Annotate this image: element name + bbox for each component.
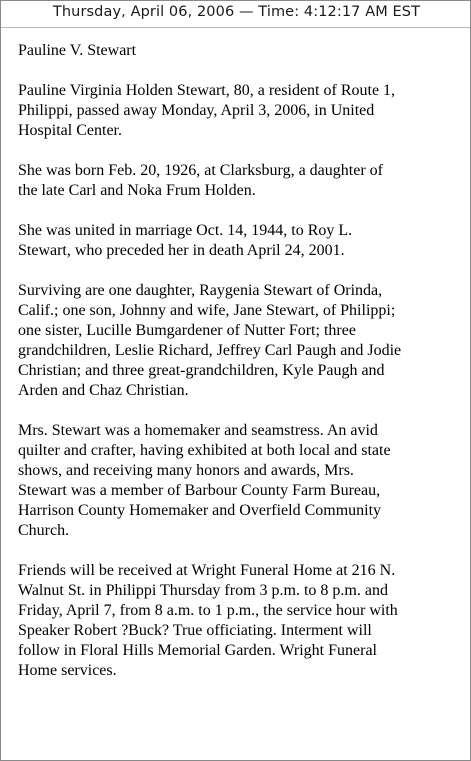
header-divider	[1, 27, 470, 28]
timestamp-header: Thursday, April 06, 2006 — Time: 4:12:17 AM EST	[52, 4, 421, 20]
paragraph-biography: Mrs. Stewart was a homemaker and seamstress. An avid quilter and crafter, having exhibited at both local and state shows, and receiving many honors and awards, Mrs. Stewart was a member of Barbour County Farm Bureau, Harrison County Homemaker and Overfield Community Church.	[18, 422, 391, 539]
paragraph-residence: Pauline Virginia Holden Stewart, 80, a resident of Route 1, Philippi, passed away Monday, April 3, 2006, in United Hospital Center.	[18, 82, 396, 139]
paragraph-survivors: Surviving are one daughter, Raygenia Stewart of Orinda, Calif.; one son, Johnny and wife, Jane Stewart, of Philippi; one sister, Lucille Bumgardener of Nutter Fort; three grandchildren, Leslie Richard, Jeffrey Carl Paugh and Jodie Christian; and three great-grandchildren, Kyle Paugh and Arden and Chaz Christian.	[18, 282, 402, 399]
obituary-name-heading: Pauline V. Stewart	[18, 42, 137, 59]
obituary-article	[18, 41, 463, 701]
paragraph-birth: She was born Feb. 20, 1926, at Clarksburg, a daughter of the late Carl and Noka Frum Holden.	[18, 162, 383, 199]
paragraph-marriage: She was united in marriage Oct. 14, 1944, to Roy L. Stewart, who preceded her in death April 24, 2001.	[18, 222, 353, 259]
paragraph-services: Friends will be received at Wright Funeral Home at 216 N. Walnut St. in Philippi Thursday from 3 p.m. to 8 p.m. and Friday, April 7, from 8 a.m. to 1 p.m., the service hour with Speaker Robert ?Buck? True officiating. Interment will follow in Floral Hills Memorial Garden. Wright Funeral Home services.	[18, 562, 398, 679]
